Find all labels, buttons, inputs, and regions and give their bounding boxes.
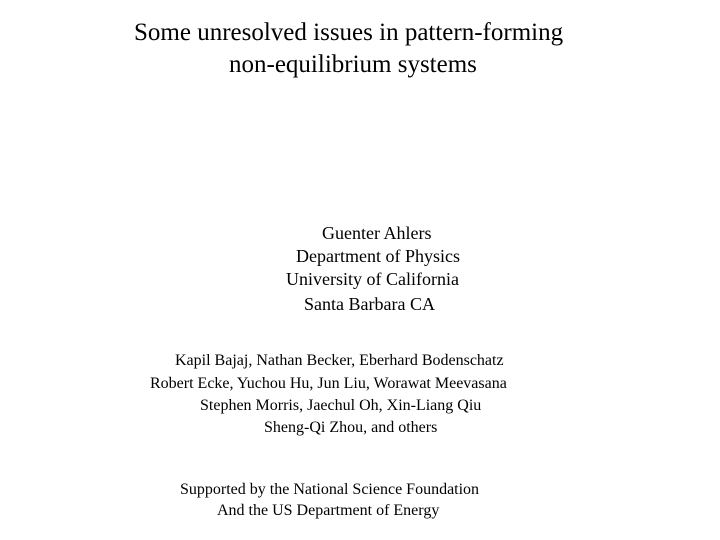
collaborators-line-2: Robert Ecke, Yuchou Hu, Jun Liu, Worawat Meevasana bbox=[150, 375, 507, 392]
title-line-1: Some unresolved issues in pattern-forming bbox=[134, 19, 564, 46]
support-line-2: And the US Department of Energy bbox=[217, 502, 440, 519]
collaborators-line-1: Kapil Bajaj, Nathan Becker, Eberhard Bodenschatz bbox=[175, 352, 504, 369]
author-name: Guenter Ahlers bbox=[322, 223, 432, 243]
title-line-2: non-equilibrium systems bbox=[229, 51, 477, 78]
collaborators-line-3: Stephen Morris, Jaechul Oh, Xin-Liang Qiu bbox=[200, 397, 482, 414]
collaborators-line-4: Sheng-Qi Zhou, and others bbox=[264, 419, 438, 436]
support-line-1: Supported by the National Science Foundation bbox=[180, 481, 480, 498]
author-university: University of California bbox=[286, 269, 459, 289]
author-location: Santa Barbara CA bbox=[304, 294, 435, 314]
author-department: Department of Physics bbox=[296, 246, 460, 266]
